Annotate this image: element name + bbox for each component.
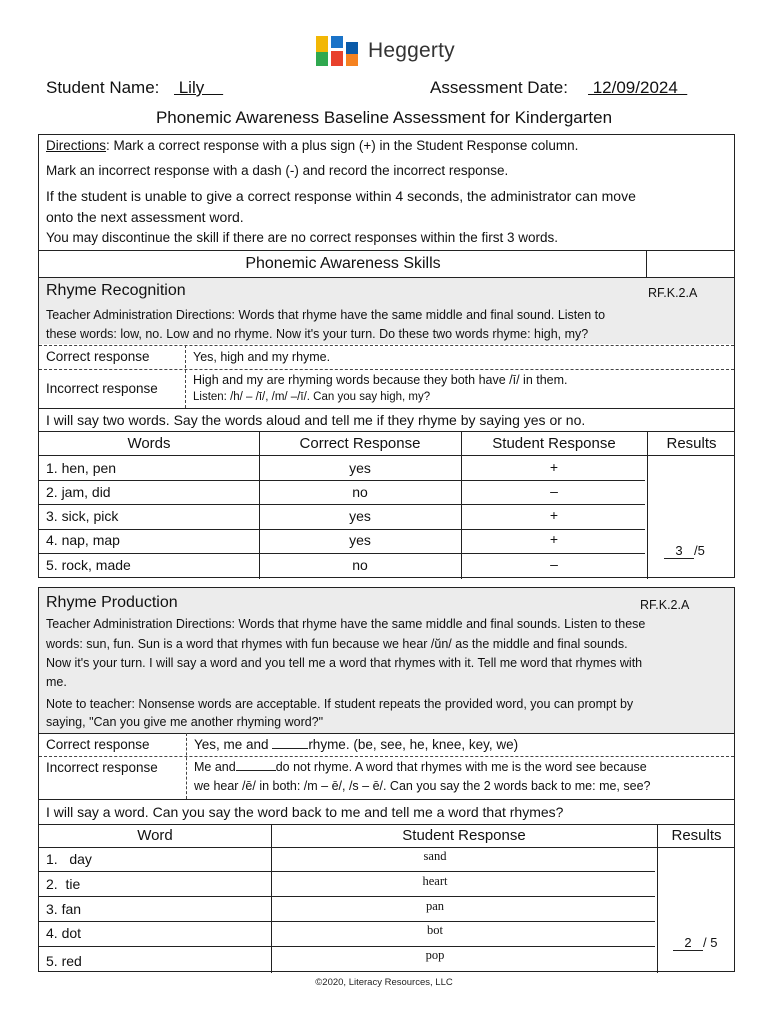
rr-admin-line-1: Teacher Administration Directions: Words that rhyme have the same middle and final sound. Listen to (46, 308, 606, 322)
rr-col-student: Student Response (492, 435, 616, 452)
rp-note-line-1: Note to teacher: Nonsense words are acceptable. If student repeats the provided word, you can prompt by (46, 697, 634, 711)
rr-result-total: /5 (694, 543, 705, 558)
skills-heading: Phonemic Awareness Skills (245, 255, 441, 272)
rr-result (664, 543, 705, 559)
directions-line-3: If the student is unable to give a correct response within 4 seconds, the administrator can move (46, 188, 636, 204)
rp-word: 3. fan (46, 901, 82, 917)
rr-incorrect-line-1: High and my are rhyming words because they both have /ī/ in them. (193, 373, 568, 387)
rr-prompt: I will say two words. Say the words aloud and tell me if they rhyme by saying yes or no. (46, 412, 586, 428)
rr-correct: no (352, 484, 368, 500)
rp-admin-line-3: Now it's your turn. I will say a word and you tell me a word that rhymes with it. Tell me word that rhymes with (46, 656, 643, 670)
rp-student: heart (422, 874, 448, 888)
rp-incorrect-line-2: we hear /ē/ in both: /m – ē/, /s – ē/. Can you say the 2 words back to me: me, see? (194, 779, 651, 793)
rr-correct: yes (349, 508, 371, 524)
rp-admin-line-4: me. (46, 675, 67, 689)
rr-word: 3. sick, pick (46, 508, 119, 524)
rr-correct-text: Yes, high and my rhyme. (193, 350, 331, 364)
rp-correct-text-b: rhyme. (be, see, he, knee, key, we) (308, 737, 519, 752)
rp-word: 1. day (46, 851, 92, 867)
rr-word: 1. hen, pen (46, 460, 117, 476)
rr-student: + (549, 459, 559, 475)
rr-student: – (550, 556, 558, 572)
rp-col-word: Word (137, 827, 173, 844)
rr-incorrect-line-2: Listen: /h/ – /ī/, /m/ –/ī/. Can you say high, my? (193, 391, 431, 403)
rp-student: bot (427, 923, 443, 937)
rr-correct: yes (349, 460, 371, 476)
student-name-value: Lily (174, 78, 224, 97)
rr-col-words: Words (127, 435, 171, 452)
page-title: Phonemic Awareness Baseline Assessment for Kindergarten (155, 108, 613, 127)
rr-word: 2. jam, did (46, 484, 111, 500)
rr-admin-line-2: these words: low, no. Low and no rhyme. Now it's your turn. Do these two words rhyme: high, my? (46, 327, 589, 341)
rp-correct-label: Correct response (46, 737, 150, 752)
logo-text: Heggerty (368, 39, 455, 62)
assessment-date-label: Assessment Date: (430, 78, 568, 97)
rr-student: + (549, 507, 559, 523)
rr-col-results: Results (666, 435, 717, 452)
rr-student: – (550, 483, 558, 499)
assessment-date-value: 12/09/2024 (588, 78, 688, 97)
rp-prompt: I will say a word. Can you say the word back to me and tell me a word that rhymes? (46, 804, 564, 820)
directions-label: Directions (46, 138, 107, 153)
rp-word: 2. tie (46, 876, 81, 892)
rp-admin-line-1: Teacher Administration Directions: Words that rhyme have the same middle and final sounds. Listen to these (46, 617, 646, 631)
rp-admin-line-2: words: sun, fun. Sun is a word that rhymes with fun because we hear /ŭn/ as the middle and final sounds. (46, 637, 628, 651)
directions-text-1: : Mark a correct response with a plus sign (+) in the Student Response column. (106, 138, 579, 153)
rr-col-correct: Correct Response (299, 435, 421, 452)
rp-result-score: 2 (673, 935, 703, 951)
rp-incorrect-line-1 (194, 760, 647, 774)
rhyme-recognition-section (38, 134, 735, 578)
directions-line-1 (46, 138, 578, 153)
rhyme-recognition-standard: RF.K.2.A (648, 286, 698, 300)
rhyme-recognition-title: Rhyme Recognition (46, 282, 186, 299)
rr-result-score: 3 (664, 543, 694, 559)
rp-result-total: / 5 (703, 935, 718, 950)
rhyme-production-standard: RF.K.2.A (640, 598, 690, 612)
rp-student: pan (425, 899, 445, 913)
rp-incorrect-blank (236, 770, 276, 771)
rp-word: 5. red (46, 953, 82, 969)
rr-student: + (549, 531, 559, 547)
rr-correct-label: Correct response (46, 349, 150, 364)
rp-student: sand (423, 849, 447, 863)
rhyme-production-section (38, 587, 735, 972)
rp-correct-text (194, 737, 518, 752)
rp-result (673, 935, 717, 951)
rr-word: 4. nap, map (46, 532, 120, 548)
logo-blocks-icon (316, 36, 360, 66)
rr-correct: yes (349, 532, 371, 548)
directions-line-2: Mark an incorrect response with a dash (-) and record the incorrect response. (46, 163, 509, 178)
rr-word: 5. rock, made (46, 557, 131, 573)
rhyme-production-title: Rhyme Production (46, 594, 178, 611)
directions-line-4: onto the next assessment word. (46, 209, 244, 225)
rr-incorrect-label: Incorrect response (46, 381, 158, 396)
rp-correct-text-a: Yes, me and (194, 737, 273, 752)
rp-incorrect-label: Incorrect response (46, 760, 158, 775)
rp-correct-blank (272, 748, 308, 749)
rp-incorrect-text-a: Me and (194, 760, 236, 774)
rp-word: 4. dot (46, 925, 82, 941)
rp-note-line-2: saying, "Can you give me another rhyming word?" (46, 715, 324, 729)
student-name-label: Student Name: (46, 78, 160, 97)
rp-col-student: Student Response (402, 827, 526, 844)
rp-col-results: Results (671, 827, 722, 844)
rp-student: pop (425, 948, 445, 962)
heggerty-logo (316, 36, 455, 66)
directions-line-5: You may discontinue the skill if there are no correct responses within the first 3 words. (46, 230, 558, 245)
rp-incorrect-text-b: do not rhyme. A word that rhymes with me is the word see because (275, 760, 647, 774)
copyright-footer: ©2020, Literacy Resources, LLC (315, 977, 453, 988)
rr-correct: no (352, 557, 368, 573)
